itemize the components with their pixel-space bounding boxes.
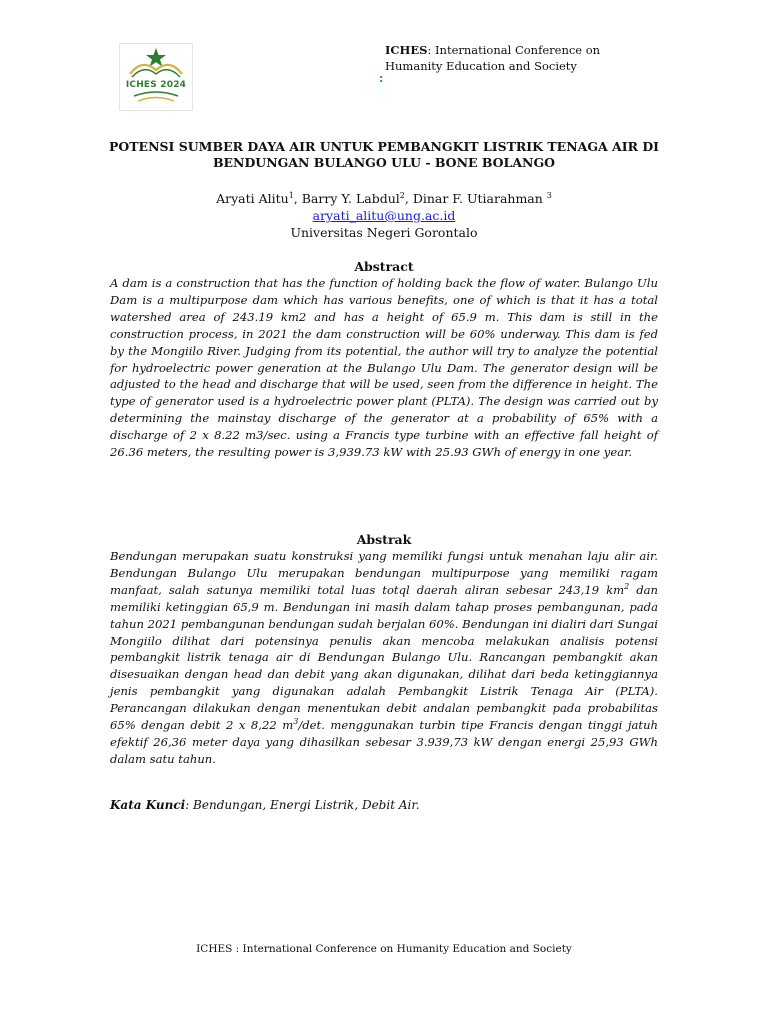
author-affiliation-mark: 1 xyxy=(288,191,294,200)
keywords-line xyxy=(110,797,658,814)
affiliation: Universitas Negeri Gorontalo xyxy=(290,225,478,240)
superscript-squared: 2 xyxy=(624,581,630,591)
keywords-colon: : xyxy=(185,798,190,812)
author-name: Barry Y. Labdul xyxy=(301,191,400,206)
header-colon-mark: : xyxy=(379,72,384,85)
author-affiliation-mark: 3 xyxy=(546,191,552,200)
abstrak-body xyxy=(110,548,658,768)
title-line-1: POTENSI SUMBER DAYA AIR UNTUK PEMBANGKIT LISTRIK TENAGA AIR DI xyxy=(108,139,660,154)
abstrak-heading: Abstrak xyxy=(356,532,412,547)
abstrak-text-part3: /det. menggunakan turbin tipe Francis dengan tinggi jatuh efektif 26,36 meter daya yang dihasilkan sebesar 3.939,73 kW dengan energi 25,93 GWh dalam satu tahun. xyxy=(110,718,659,766)
author-list xyxy=(100,190,668,207)
conference-name-line1: International Conference on xyxy=(431,43,601,57)
author-name: Dinar F. Utiarahman xyxy=(412,191,547,206)
conference-colon: : xyxy=(427,43,432,57)
title-line-2: BENDUNGAN BULANGO ULU - BONE BOLANGO xyxy=(212,155,556,170)
keywords-text: Bendungan, Energi Listrik, Debit Air. xyxy=(189,798,420,812)
conference-name-line2: Humanity Education and Society xyxy=(385,58,577,73)
paper-title xyxy=(100,139,668,171)
keywords-label: Kata Kunci xyxy=(110,798,186,812)
author-affiliation-mark: 2 xyxy=(399,191,405,200)
logo-text: ICHES 2024 xyxy=(125,80,187,90)
author-email-link[interactable]: aryati_alitu@ung.ac.id xyxy=(312,208,456,223)
conference-logo xyxy=(119,43,193,111)
conference-header xyxy=(385,43,675,74)
abstrak-text-part2: dan memiliki ketinggian 65,9 m. Bendungan ini masih dalam tahap proses pembangunan, pada tahun 2021 pembangunan bendungan sudah berjalan 60%. Bendungan ini dialiri dari Sungai Mongiilo dilihat dari potensinya penulis akan mencoba melakukan analisis potensi pembangkit listrik tenaga air di Bendungan Bulango Ulu. Rancangan pembangkit akan disesuaikan dengan head dan debit yang akan digunakan, dilihat dari beda ketinggiannya jenis pembangkit yang digunakan adalah Pembangkit Listrik Tenaga Air (PLTA). Perancangan dilakukan dengan menentukan debit andalan pembangkit pada probabilitas 65% dengan debit 2 x 8,22 m xyxy=(110,582,658,733)
abstract-heading: Abstract xyxy=(354,259,414,274)
author-email-line xyxy=(100,207,668,224)
page-footer: ICHES : International Conference on Humanity Education and Society xyxy=(196,943,572,955)
conference-abbr: ICHES xyxy=(385,43,428,57)
author-block xyxy=(100,190,668,241)
superscript-cubed: 3 xyxy=(293,717,299,727)
author-separator: , xyxy=(293,191,302,206)
author-name: Aryati Alitu xyxy=(216,191,289,206)
author-separator: , xyxy=(404,191,413,206)
logo-emblem-icon xyxy=(120,44,192,110)
abstrak-text-part1: Bendungan merupakan suatu konstruksi yang memiliki fungsi untuk menahan laju alir air. Bendungan Bulango Ulu merupakan bendungan multipurpose yang memiliki ragam manfaat, salah satunya memiliki total luas totql daerah aliran sebesar 243,19 km xyxy=(110,549,658,597)
abstract-body: A dam is a construction that has the function of holding back the flow of water. Bulango Ulu Dam is a multipurpose dam which has various benefits, one of which is that it has a total watershed area of 243.19 km2 and has a height of 65.9 m. This dam is still in the construction process, in 2021 the dam construction will be 60% underway. This dam is fed by the Mongiilo River. Judging from its potential, the author will try to analyze the potential for hydroelectric power generation at the Bulango Ulu Dam. The generator design will be adjusted to the head and discharge that will be used, seen from the difference in height. The type of generator used is a hydroelectric power plant (PLTA). The design was carried out by determining the mainstay discharge of the generator at a probability of 65% with a discharge of 2 x 8.22 m3/sec. using a Francis type turbine with an effective fall height of 26.36 meters, the resulting power is 3,939.73 kW with 25.93 GWh of energy in one year. xyxy=(110,276,658,460)
